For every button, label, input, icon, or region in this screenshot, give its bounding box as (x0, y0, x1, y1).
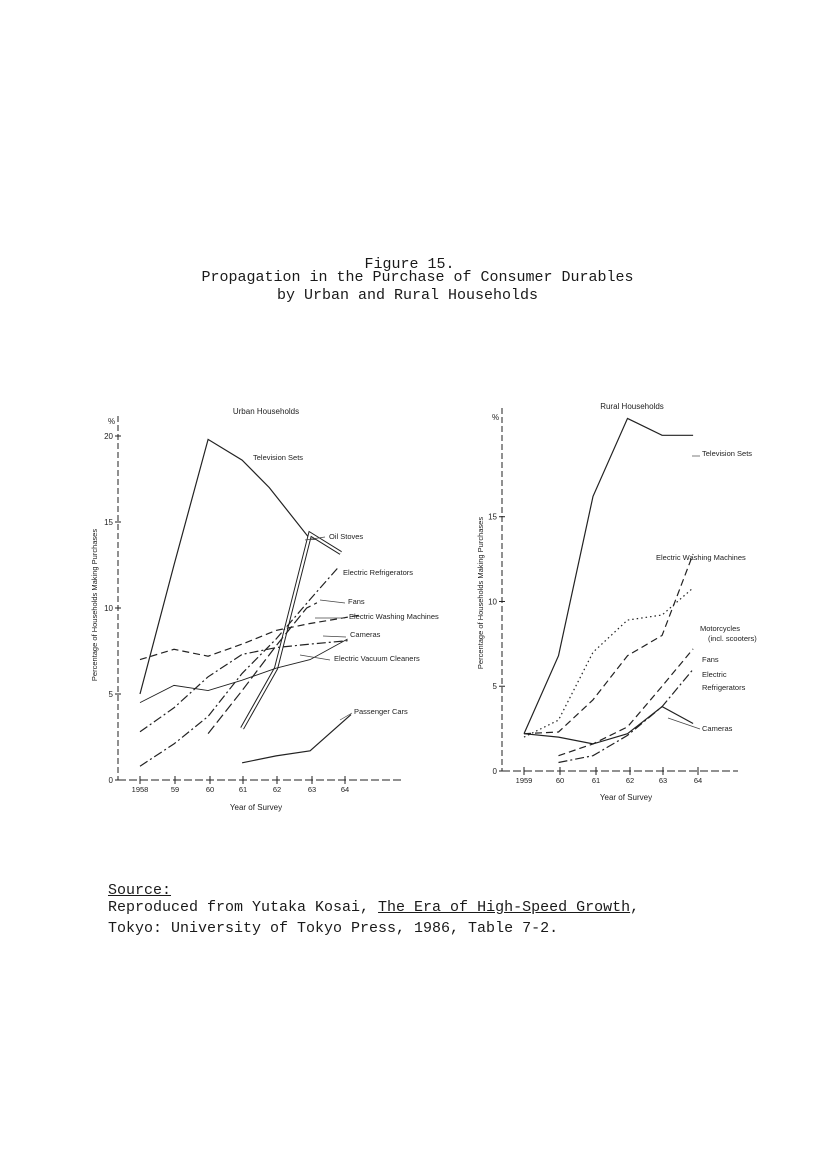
urban-label-electric-washing-machines: Electric Washing Machines (349, 612, 439, 621)
urban-y-axis-label: Percentage of Households Making Purchases (90, 528, 99, 682)
rural-x-tick-label: 62 (625, 776, 635, 785)
urban-series-electric-vacuum-cleaners (140, 639, 348, 703)
label-leader-line (320, 600, 345, 603)
urban-y-tick-label: 10 (104, 604, 113, 613)
label-leader-line (300, 655, 330, 660)
source-line-1 (108, 899, 639, 916)
rural-label-electric-washing-machines: Electric Washing Machines (656, 553, 746, 562)
rural-series-fans (559, 649, 694, 756)
urban-x-tick-label: 59 (170, 785, 180, 794)
label-leader-line (323, 636, 346, 637)
rural-label-television-sets: Television Sets (702, 449, 753, 458)
rural-x-tick-label: 1959 (515, 776, 533, 785)
urban-chart-title: Urban Households (232, 407, 300, 416)
urban-label-television-sets: Television Sets (253, 453, 304, 462)
rural-label-incl-scooters: (incl. scooters) (708, 634, 757, 643)
urban-series-cameras (140, 641, 348, 732)
urban-x-tick-label: 64 (340, 785, 350, 794)
urban-households-chart (90, 407, 439, 812)
rural-x-tick-label: 60 (555, 776, 565, 785)
rural-label-refrigerators: Refrigerators (702, 683, 746, 692)
rural-series-electric-washing-machines (524, 554, 693, 734)
figure-title: Figure 15. (364, 256, 455, 273)
rural-y-tick-label: 10 (488, 597, 497, 607)
rural-chart-title: Rural Households (600, 402, 664, 411)
rural-y-tick-label: 15 (488, 512, 497, 522)
figure-subtitle-line-2: by Urban and Rural Households (276, 287, 539, 304)
rural-series-electric-refrigerators (559, 669, 694, 762)
rural-y-axis-label: Percentage of Households Making Purchases (476, 516, 485, 670)
source-heading: Source: (108, 882, 172, 899)
rural-households-chart (476, 402, 757, 802)
rural-label-fans: Fans (702, 655, 719, 664)
label-leader-line (668, 718, 700, 729)
rural-x-tick-label: 63 (658, 776, 668, 785)
urban-series-passenger-cars (242, 715, 351, 763)
urban-y-tick-label: 0 (108, 776, 113, 785)
urban-label-electric-vacuum-cleaners: Electric Vacuum Cleaners (334, 654, 420, 663)
source-book-title: The Era of High-Speed Growth (378, 899, 631, 916)
urban-label-electric-refrigerators: Electric Refrigerators (343, 568, 414, 577)
urban-label-fans: Fans (348, 597, 365, 606)
urban-y-tick-label: 15 (104, 518, 113, 527)
rural-x-tick-label: 61 (591, 776, 601, 785)
rural-label-cameras: Cameras (702, 724, 733, 733)
urban-x-tick-label: 63 (307, 785, 317, 794)
source-line-2: Tokyo: University of Tokyo Press, 1986, Table 7-2. (108, 920, 559, 937)
rural-series-television-sets (524, 418, 693, 733)
urban-x-tick-label: 61 (238, 785, 248, 794)
urban-series-fans (208, 603, 317, 734)
urban-x-axis-label: Year of Survey (229, 803, 283, 812)
rural-series-motorcycles-incl-scooters (524, 588, 693, 737)
urban-x-tick-label: 60 (205, 785, 215, 794)
rural-label-motorcycles: Motorcycles (700, 624, 741, 633)
urban-y-tick-label: 20 (104, 432, 113, 441)
rural-y-tick-label: 0 (492, 767, 497, 776)
source-prefix: Reproduced from Yutaka Kosai, (108, 899, 379, 916)
urban-series-electric-refrigerators (140, 568, 337, 766)
urban-label-passenger-cars: Passenger Cars (354, 707, 408, 716)
figure-subtitle-line-1: Propagation in the Purchase of Consumer Durables (201, 269, 634, 286)
urban-unit-label: % (108, 417, 116, 426)
rural-x-tick-label: 64 (693, 776, 703, 785)
urban-label-oil-stoves: Oil Stoves (329, 532, 364, 541)
urban-series-oil-stoves-outer (242, 534, 341, 728)
urban-x-tick-label: 1958 (131, 785, 149, 794)
urban-label-cameras: Cameras (350, 630, 381, 639)
rural-label-electric: Electric (702, 670, 727, 679)
source-suffix: , (630, 899, 640, 916)
rural-x-axis-label: Year of Survey (599, 793, 653, 802)
urban-x-tick-label: 62 (272, 785, 282, 794)
rural-unit-label: % (492, 413, 500, 422)
urban-y-tick-label: 5 (108, 690, 113, 699)
rural-y-tick-label: 5 (492, 682, 497, 692)
